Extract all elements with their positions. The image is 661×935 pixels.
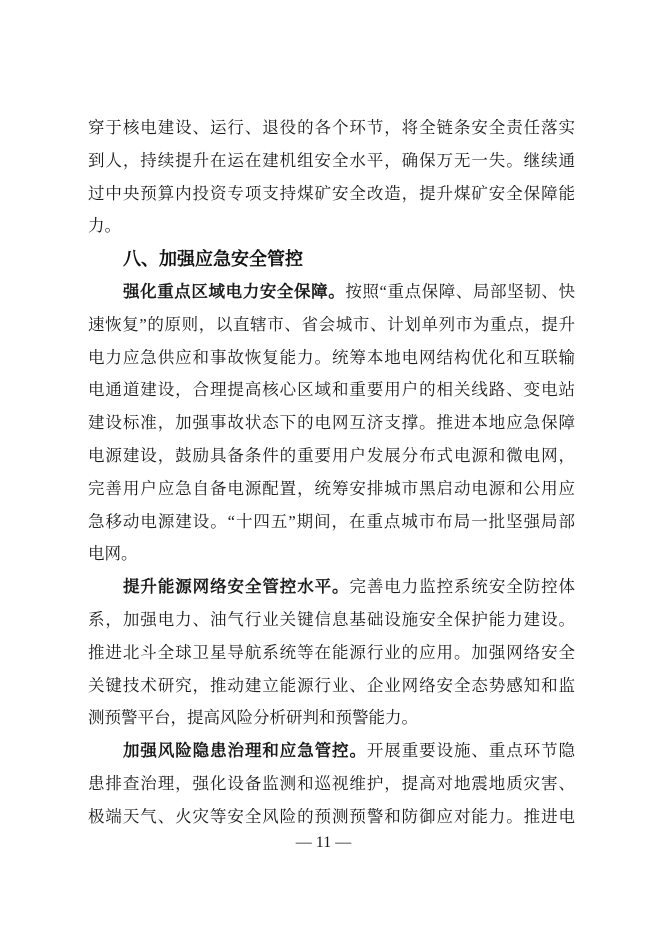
page-number: — 11 — (295, 834, 352, 851)
text-line: 电网。 (88, 544, 138, 564)
text-line (88, 735, 575, 768)
text-line: 速恢复”的原则，以直辖市、省会城市、计划单列市为重点，提升 (88, 314, 575, 334)
text-line: 到人，持续提升在运在建机组安全水平，确保万无一失。继续通 (88, 150, 575, 170)
text-line: 电源建设，鼓励具备条件的重要用户发展分布式电源和微电网， (88, 445, 575, 465)
text-line: 建设标准，加强事故状态下的电网互济支撑。推进本地应急保障 (88, 413, 575, 433)
text-line: 电力应急供应和事故恢复能力。统筹本地电网结构优化和互联输 (88, 347, 575, 367)
text-line: 极端天气、火灾等安全风险的预测预警和防御应对能力。推进电 (88, 806, 575, 826)
text-line (88, 276, 575, 309)
section-heading: 八、加强应急安全管控 (123, 249, 303, 270)
text-line: 系，加强电力、油气行业关键信息基础设施安全保护能力建设。 (88, 609, 575, 629)
paragraph-lead: 强化重点区域电力安全保障。 (123, 281, 346, 301)
text-line: 急移动电源建设。“十四五”期间，在重点城市布局一批坚强局部 (88, 511, 575, 531)
text-line (88, 571, 575, 604)
text-block (88, 112, 575, 834)
paragraph-text: 开展重要设施、重点环节隐 (366, 741, 575, 761)
text-line: 力。 (88, 216, 121, 236)
text-line: 电通道建设，合理提高核心区域和重要用户的相关线路、变电站 (88, 380, 575, 400)
paragraph-lead: 提升能源网络安全管控水平。 (123, 577, 350, 597)
text-line: 关键技术研究，推动建立能源行业、企业网络安全态势感知和监 (88, 675, 575, 695)
text-line: 穿于核电建设、运行、退役的各个环节，将全链条安全责任落实 (88, 118, 575, 137)
paragraph-text: 按照“重点保障、局部坚韧、快 (345, 281, 575, 301)
text-line: 患排查治理，强化设备监测和巡视维护，提高对地震地质灾害、 (88, 773, 575, 793)
text-line: 测预警平台，提高风险分析研判和预警能力。 (88, 708, 418, 728)
paragraph-text: 完善电力监控系统安全防控体 (349, 577, 575, 597)
paragraph-lead: 加强风险隐患治理和应急管控。 (123, 741, 367, 761)
text-line: 推进北斗全球卫星导航系统等在能源行业的应用。加强网络安全 (88, 642, 575, 662)
text-line: 完善用户应急自备电源配置，统筹安排城市黑启动电源和公用应 (88, 478, 575, 498)
text-line: 过中央预算内投资专项支持煤矿安全改造，提升煤矿安全保障能 (88, 183, 575, 203)
